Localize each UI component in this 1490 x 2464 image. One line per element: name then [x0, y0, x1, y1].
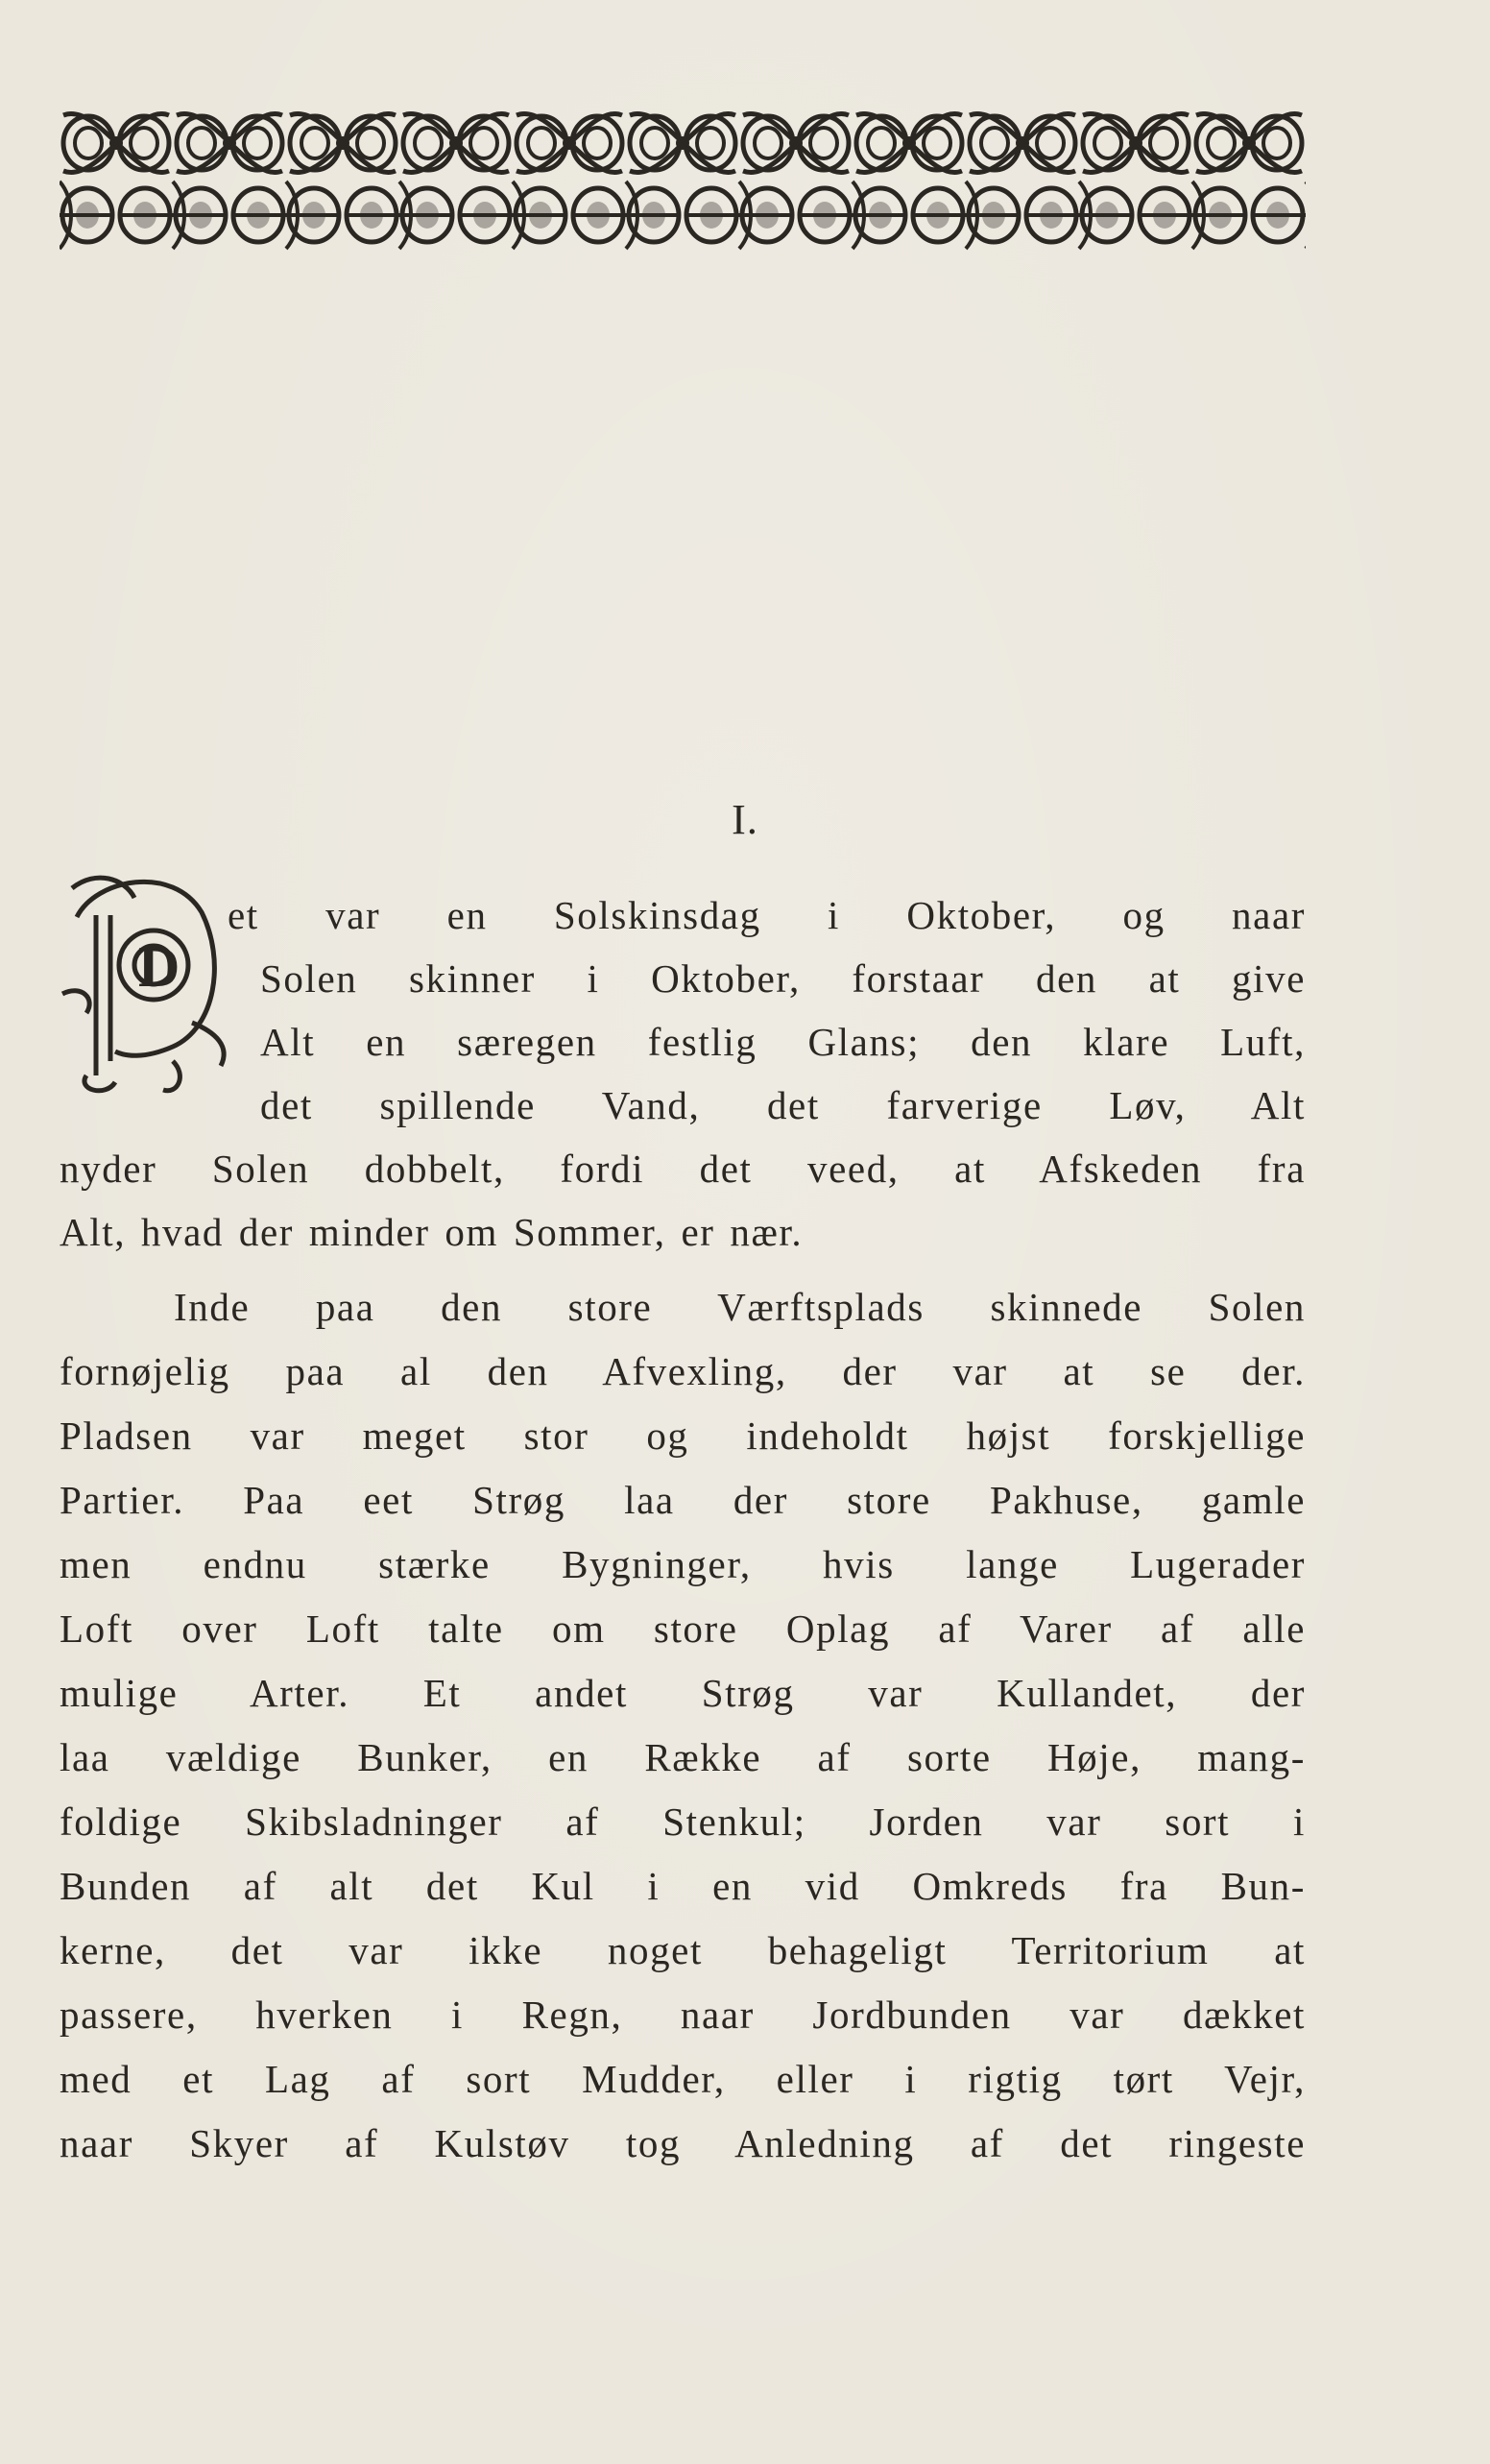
text-line: kerne, det var ikke noget behageligt Territorium at: [60, 1928, 1306, 1972]
text-line: Loft over Loft talte om store Oplag af Varer af alle: [60, 1606, 1306, 1651]
drop-cap-letter: D: [138, 935, 180, 999]
text-line: passere, hverken i Regn, naar Jordbunden var dækket: [60, 1993, 1306, 2037]
text-line: Pladsen var meget stor og indeholdt højst forskjellige: [60, 1413, 1306, 1458]
text-line: Alt en særegen festlig Glans; den klare Luft,: [260, 1020, 1306, 1064]
text-line: laa vældige Bunker, en Række af sorte Høje, mang-: [60, 1735, 1306, 1779]
text-line: nyder Solen dobbelt, fordi det veed, at Afskeden fra: [60, 1147, 1306, 1191]
text-line: Partier. Paa eet Strøg laa der store Pakhuse, gamle: [60, 1478, 1306, 1522]
text-line: Alt, hvad der minder om Sommer, er nær.: [60, 1210, 804, 1254]
chapter-heading: I.: [732, 796, 758, 843]
text-line: naar Skyer af Kulstøv tog Anledning af det ringeste: [60, 2121, 1306, 2165]
text-line: men endnu stærke Bygninger, hvis lange Lugerader: [60, 1542, 1306, 1586]
text-line: fornøjelig paa al den Afvexling, der var at se der.: [60, 1349, 1306, 1393]
text-line: foldige Skibsladninger af Stenkul; Jorden var sort i: [60, 1800, 1306, 1844]
text-line: det spillende Vand, det farverige Løv, Alt: [260, 1083, 1306, 1127]
text-line: mulige Arter. Et andet Strøg var Kullandet, der: [60, 1671, 1306, 1715]
text-line: Bunden af alt det Kul i en vid Omkreds fra Bun-: [60, 1864, 1306, 1908]
text-line: et var en Solskinsdag i Oktober, og naar: [228, 893, 1306, 937]
text-line: med et Lag af sort Mudder, eller i rigtig tørt Vejr,: [60, 2057, 1306, 2101]
text-line: Solen skinner i Oktober, forstaar den at give: [260, 956, 1306, 1001]
text-line: Inde paa den store Værftsplads skinnede Solen: [174, 1285, 1306, 1329]
